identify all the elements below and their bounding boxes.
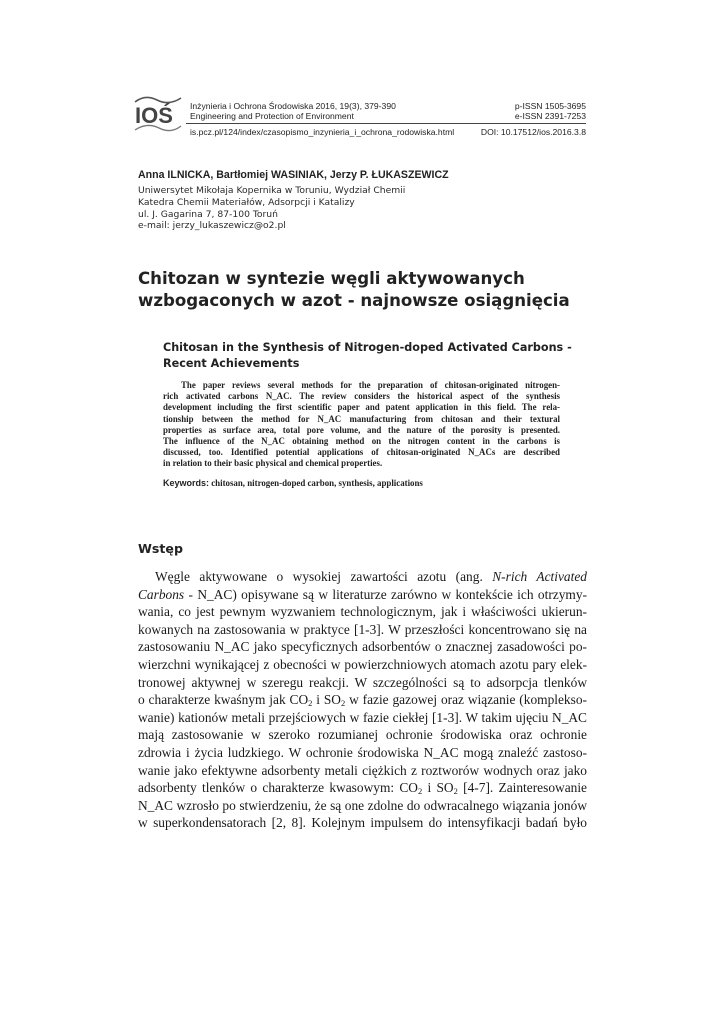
header-rule [186, 123, 586, 124]
abstract-line: The influence of the N_AC obtaining method on the nitrogen content in the carbons is [163, 436, 560, 447]
abstract-line: The paper reviews several methods for the preparation of chitosan-originated nitrogen- [181, 380, 560, 390]
title-polish-line: Chitozan w syntezie węgli aktywowanych [138, 269, 525, 288]
title-english [163, 340, 572, 372]
body-line: tronowej aktywnej w szeregu reakcji. W szczególności są to adsorpcja tlenków [138, 674, 587, 690]
logo-text: IOŚ [135, 103, 173, 128]
affiliation-line: ul. J. Gagarina 7, 87-100 Toruń [138, 208, 278, 220]
abstract-line: discussed, too. Identified potential applications of chitosan-originated N_ACs are described [163, 447, 560, 458]
affiliation [138, 185, 405, 232]
keywords-label: Keywords: [163, 478, 210, 488]
body-text [138, 568, 587, 832]
body-line: wanie) kationów metali przejściowych w fazie ciekłej [1-3]. W takim ujęciu N_AC [138, 709, 587, 725]
abstract-line: tionship between the method for N_AC manufacturing from chitosan and their textural [163, 413, 560, 424]
body-line: w superkondensatorach [2, 8]. Kolejnym impulsem do intensyfikacji badań było [138, 815, 587, 831]
e-issn: e-ISSN 2391-7253 [514, 111, 586, 121]
body-line: N_AC wzrosło po stwierdzeniu, że są one zdolne do odwracalnego wiązania jonów [138, 797, 587, 813]
body-line: wanie jako efektywne adsorbenty metali ciężkich z roztworów wodnych oraz jako [138, 762, 587, 778]
body-line: zastosowaniu N_AC jako specyficznych adsorbentów o znacznej zasadowości po- [138, 639, 587, 655]
p-issn: p-ISSN 1505-3695 [514, 101, 586, 111]
journal-citation: Inżynieria i Ochrona Środowiska 2016, 19(3), 379-390 [190, 101, 396, 111]
title-english-line: Chitosan in the Synthesis of Nitrogen-doped Activated Carbons - [163, 341, 572, 354]
body-line: adsorbenty tlenków o charakterze kwasowym: $CO_2$ i $SO_2$ [4-7]. Zainteresowanie [138, 780, 588, 797]
abstract-line: development including the first scientific paper and patent application in this field. The rela- [163, 402, 560, 413]
affiliation-line: Uniwersytet Mikołaja Kopernika w Toruniu, Wydział Chemii [138, 185, 406, 196]
journal-logo [131, 92, 185, 134]
body-line: wierzchni wynikającej z obecności w powierzchniowych atomach azotu pary elek- [138, 656, 587, 672]
body-line: kowanych na zastosowania w praktyce [1-3]. W przeszłości koncentrowano się na [138, 621, 587, 637]
abstract-line: rich activated carbons N_AC. The review considers the historical aspect of the synthesis [163, 391, 560, 402]
journal-info [190, 101, 396, 121]
keywords [163, 478, 423, 488]
body-line: wania, co jest pewnym wyzwaniem technologicznym, jak i właściwości ukierun- [138, 604, 587, 620]
body-line: zdrowia i życia ludzkiego. W ochronie środowiska N_AC mogą znaleźć zastoso- [138, 744, 587, 760]
body-line: o charakterze kwaśnym jak $CO_2$ i $SO_2$ w fazie gazowej oraz wiązanie (kompleksо- [138, 692, 587, 709]
title-polish-line: wzbogaconych w azot - najnowsze osiągnięcia [138, 291, 570, 310]
authors: Anna ILNICKA, Bartłomiej WASINIAK, Jerzy P. ŁUKASZEWICZ [138, 169, 449, 181]
affiliation-line: Katedra Chemii Materiałów, Adsorpcji i Katalizy [138, 196, 355, 208]
title-polish [138, 268, 570, 312]
body-line: mają zastosowanie w szeroko rozumianej ochronie środowiska oraz ochronie [138, 727, 587, 743]
title-english-line: Recent Achievements [163, 357, 300, 370]
doi[interactable]: DOI: 10.17512/ios.2016.3.8 [480, 127, 586, 137]
abstract-line: properties as surface area, total pore volume, and the nature of the porosity is presented. [163, 424, 560, 435]
body-line: Węgle aktywowane o wysokiej zawartości azotu (ang. N-rich Activated [155, 569, 587, 584]
section-heading: Wstęp [138, 541, 183, 556]
journal-english-name: Engineering and Protection of Environment [190, 111, 354, 121]
email[interactable]: e-mail: jerzy_lukaszewicz@o2.pl [138, 220, 286, 232]
journal-url[interactable]: is.pcz.pl/124/index/czasopismo_inzynieria_i_ochrona_rodowiska.html [190, 127, 455, 137]
abstract [163, 380, 560, 470]
body-line: Carbons - N_AC) opisywane są w literaturze zarówno w kontekście ich otrzymy- [138, 586, 587, 602]
issn-block [515, 101, 586, 121]
abstract-line: in relation to their basic physical and chemical properties. [163, 458, 383, 469]
keywords-text: chitosan, nitrogen-doped carbon, synthesis, applications [211, 478, 423, 488]
logo-wave-top [135, 97, 181, 102]
